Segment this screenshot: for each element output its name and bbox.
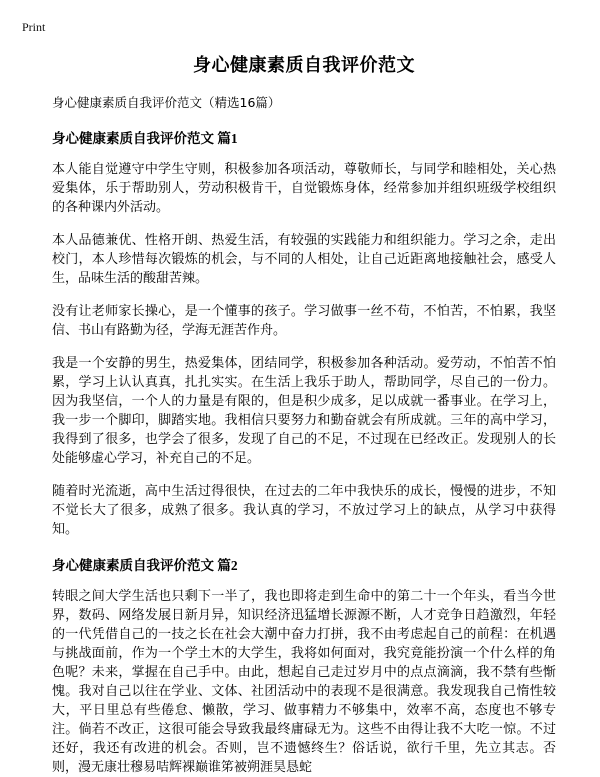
- paragraph: 本人品德兼优、性格开朗、热爱生活，有较强的实践能力和组织能力。学习之余，走出校门，本人珍惜每次锻炼的机会，与不同的人相处，让自己近距离地接触社会，感受人生，品味生活的酸甜苦辣。: [52, 233, 556, 286]
- section-2: [52, 557, 556, 777]
- section-heading: 身心健康素质自我评价范文 篇1: [52, 131, 238, 146]
- paragraph: 没有让老师家长操心，是一个懂事的孩子。学习做事一丝不苟，不怕苦，不怕累，我坚信、书山有路勤为径，学海无涯苦作舟。: [52, 304, 556, 338]
- section-1: [52, 130, 556, 539]
- print-link[interactable]: Print: [22, 20, 46, 34]
- page-subtitle: 身心健康素质自我评价范文（精选16篇）: [52, 95, 281, 110]
- document-page: [52, 0, 556, 777]
- paragraph: 本人能自觉遵守中学生守则，积极参加各项活动，尊敬师长，与同学和睦相处，关心热爱集体，乐于帮助别人，劳动积极肯干，自觉锻炼身体，经常参加并组织班级学校组织的各种课内外活动。: [52, 162, 556, 215]
- paragraph: 随着时光流逝，高中生活过得很快，在过去的二年中我快乐的成长，慢慢的进步，不知不觉长大了很多，成熟了很多。我认真的学习，不放过学习上的缺点，从学习中获得知。: [52, 484, 556, 537]
- paragraph: 转眼之间大学生活也只剩下一半了，我也即将走到生命中的第二十一个年头，看当今世界，数码、网络发展日新月异，知识经济迅猛增长源源不断，人才竞争日趋激烈，年轻的一代凭借自己的一技之长在社会大潮中奋力打拼，我不由考虑起自己的前程：在机遇与挑战面前，作为一个学土木的大学生，我将如何面对，我究竟能扮演一个什么样的角色呢？未来，掌握在自己手中。由此，想起自己走过岁月中的点点滴滴，我不禁有些惭愧。我对自己以往在学业、文体、社团活动中的表现不是很满意。我发现我自己惰性较大，平日里总有些倦怠、懒散，学习、做事精力不够集中，效率不高，态度也不够专注。倘若不改正，这很可能会导致我最终庸碌无为。这些不由得让我不大吃一惊。不过还好，我还有改进的机会。否则，岂不遗憾终生？俗话说，欲行千里，先立其志。否则，漫无康壮穆易咭辉裸巅谁笫被朔涯昊恳蛇: [52, 589, 556, 775]
- section-heading: 身心健康素质自我评价范文 篇2: [52, 558, 238, 573]
- paragraph: 我是一个安静的男生，热爱集体，团结同学，积极参加各种活动。爱劳动，不怕苦不怕累，学习上认认真真，扎扎实实。在生活上我乐于助人，帮助同学，尽自己的一份力。因为我坚信，一个人的力量是有限的，但是积少成多，足以成就一番事业。在学习上，我一步一个脚印，脚踏实地。我相信只要努力和勤奋就会有所成就。三年的高中学习，我得到了很多，也学会了很多，发现了自己的不足，不过现在已经改正。发现别人的长处能够虚心学习，补充自己的不足。: [52, 356, 556, 466]
- page-title: 身心健康素质自我评价范文: [193, 55, 415, 76]
